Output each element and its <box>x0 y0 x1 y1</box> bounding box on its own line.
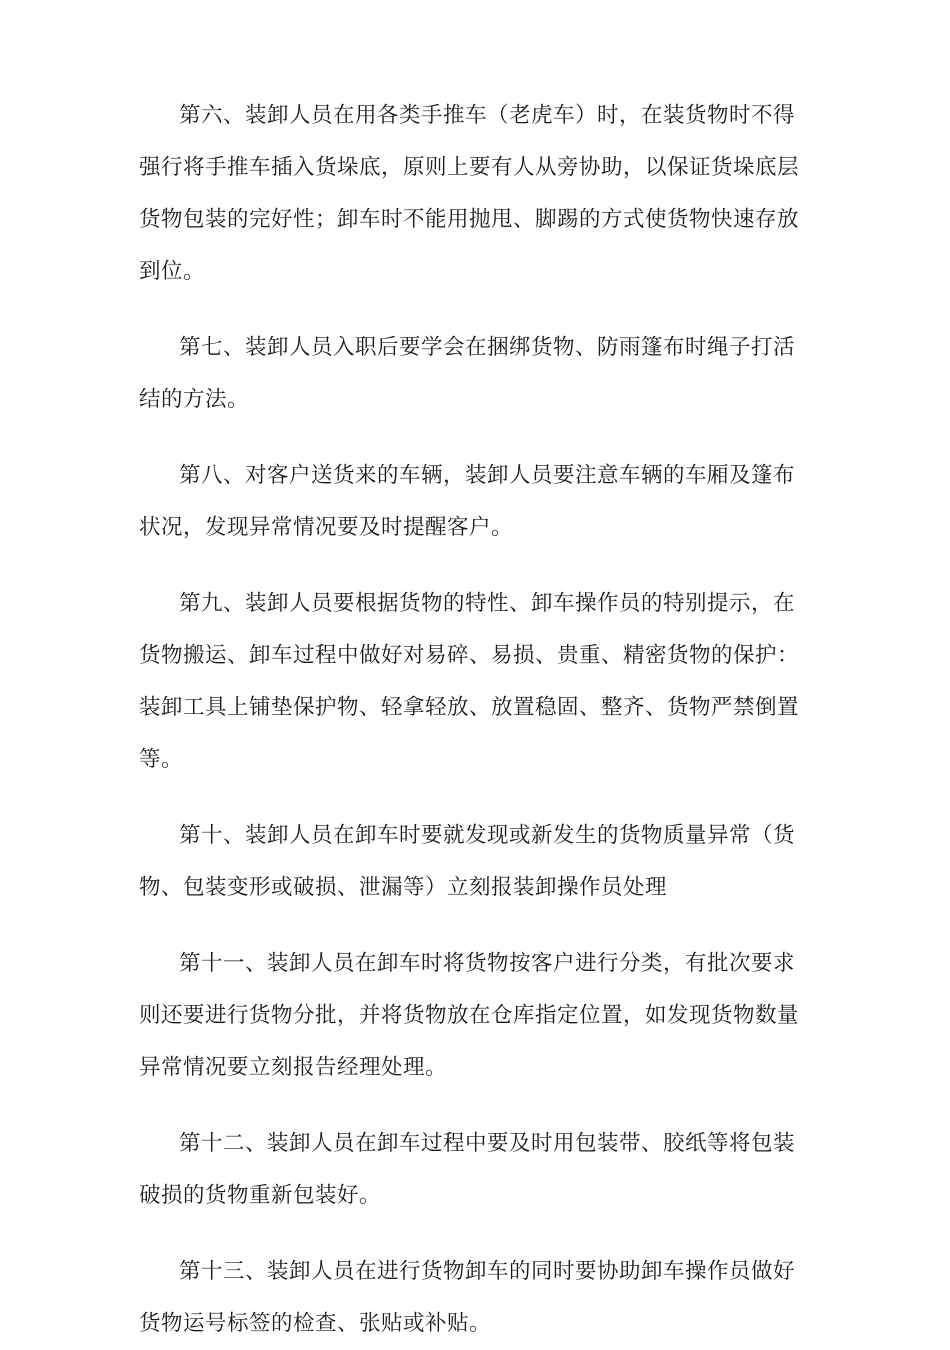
paragraph-article-10: 第十、装卸人员在卸车时要就发现或新发生的货物质量异常（货物、包装变形或破损、泄漏等）立刻报装卸操作员处理 <box>139 823 796 900</box>
paragraph-article-13: 第十三、装卸人员在进行货物卸车的同时要协助卸车操作员做好货物运号标签的检查、张贴或补贴。 <box>139 1259 796 1336</box>
paragraph-article-9: 第九、装卸人员要根据货物的特性、卸车操作员的特别提示，在货物搬运、卸车过程中做好对易碎、易损、贵重、精密货物的保护：装卸工具上铺垫保护物、轻拿轻放、放置稳固、整齐、货物严禁倒置等。 <box>139 591 800 772</box>
paragraph-article-11: 第十一、装卸人员在卸车时将货物按客户进行分类，有批次要求则还要进行货物分批，并将货物放在仓库指定位置，如发现货物数量异常情况要立刻报告经理处理。 <box>139 951 800 1080</box>
paragraph-article-8: 第八、对客户送货来的车辆，装卸人员要注意车辆的车厢及篷布状况，发现异常情况要及时提醒客户。 <box>139 463 796 540</box>
paragraph-article-6: 第六、装卸人员在用各类手推车（老虎车）时，在装货物时不得强行将手推车插入货垛底，原则上要有人从旁协助，以保证货垛底层货物包装的完好性；卸车时不能用抛甩、脚踢的方式使货物快速存放到位。 <box>139 103 800 284</box>
document-body <box>139 90 814 1350</box>
paragraph-article-7: 第七、装卸人员入职后要学会在捆绑货物、防雨篷布时绳子打活结的方法。 <box>139 335 796 412</box>
paragraph-article-12: 第十二、装卸人员在卸车过程中要及时用包装带、胶纸等将包装破损的货物重新包装好。 <box>139 1131 796 1208</box>
